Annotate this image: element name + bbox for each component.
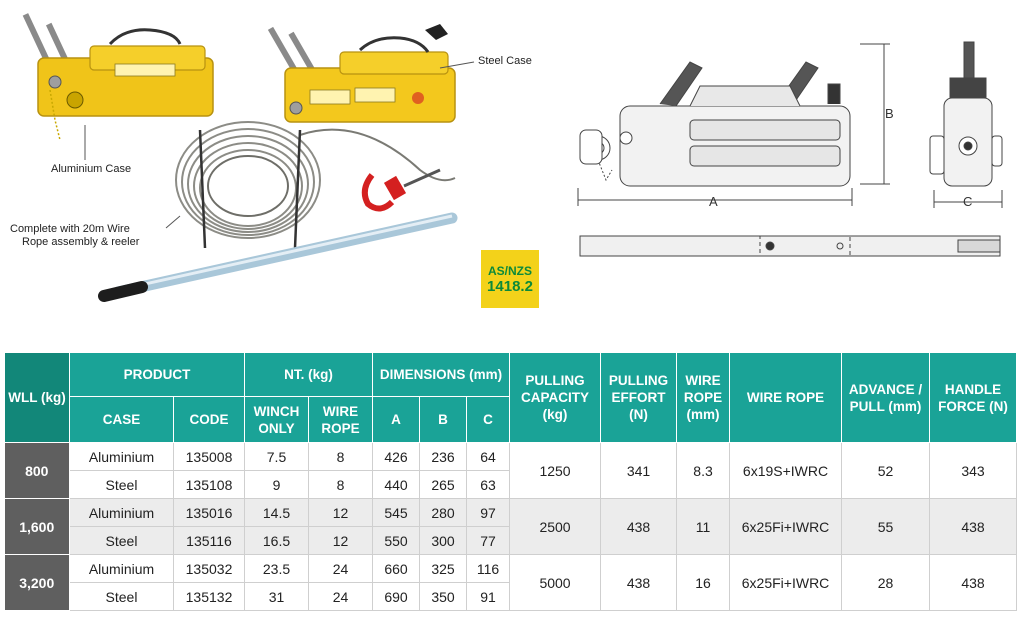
- dim-a-cell: 690: [373, 583, 420, 611]
- rope-spec-cell: 6x25Fi+IWRC: [730, 499, 842, 555]
- case-cell: Aluminium: [70, 555, 174, 583]
- dim-c-cell: 63: [467, 471, 510, 499]
- rope-spec-cell: 6x25Fi+IWRC: [730, 555, 842, 611]
- code-cell: 135016: [174, 499, 245, 527]
- effort-cell: 438: [601, 555, 677, 611]
- handle-drawing: [580, 236, 1000, 256]
- header-dimensions: DIMENSIONS (mm): [373, 353, 510, 397]
- case-cell: Steel: [70, 471, 174, 499]
- capacity-cell: 2500: [510, 499, 601, 555]
- telescopic-handle-image: [104, 216, 452, 296]
- header-advance-pull: ADVANCE / PULL (mm): [842, 353, 930, 443]
- rope-mm-cell: 11: [677, 499, 730, 555]
- case-cell: Aluminium: [70, 499, 174, 527]
- header-dim-c: C: [467, 397, 510, 443]
- header-wire-rope-spec: WIRE ROPE: [730, 353, 842, 443]
- header-product: PRODUCT: [70, 353, 245, 397]
- dim-b-cell: 300: [420, 527, 467, 555]
- dim-a-cell: 550: [373, 527, 420, 555]
- standard-badge: [481, 250, 539, 308]
- rope-weight-cell: 12: [309, 499, 373, 527]
- dim-b-cell: 236: [420, 443, 467, 471]
- steel-case-callout: Steel Case: [478, 55, 532, 67]
- advance-cell: 52: [842, 443, 930, 499]
- advance-cell: 28: [842, 555, 930, 611]
- header-pulling-capacity: PULLING CAPACITY (kg): [510, 353, 601, 443]
- handle-force-cell: 343: [930, 443, 1017, 499]
- header-wire-rope-mm: WIRE ROPE (mm): [677, 353, 730, 443]
- header-handle-force: HANDLE FORCE (N): [930, 353, 1017, 443]
- case-cell: Aluminium: [70, 443, 174, 471]
- standard-badge-line2: 1418.2: [487, 278, 533, 295]
- winch-weight-cell: 31: [245, 583, 309, 611]
- code-cell: 135116: [174, 527, 245, 555]
- dim-a-cell: 545: [373, 499, 420, 527]
- header-code: CODE: [174, 397, 245, 443]
- wire-rope-callout-line1: Complete with 20m Wire: [10, 223, 130, 235]
- dimension-b-label: B: [885, 106, 894, 121]
- rope-mm-cell: 8.3: [677, 443, 730, 499]
- dim-b-cell: 325: [420, 555, 467, 583]
- dim-b-cell: 265: [420, 471, 467, 499]
- header-case: CASE: [70, 397, 174, 443]
- rope-weight-cell: 8: [309, 471, 373, 499]
- specification-table: [4, 352, 1017, 611]
- header-nt: NT. (kg): [245, 353, 373, 397]
- capacity-cell: 5000: [510, 555, 601, 611]
- capacity-cell: 1250: [510, 443, 601, 499]
- dim-a-cell: 426: [373, 443, 420, 471]
- dim-a-cell: 660: [373, 555, 420, 583]
- dim-c-cell: 64: [467, 443, 510, 471]
- wire-rope-callout-line2: Rope assembly & reeler: [22, 236, 140, 248]
- effort-cell: 341: [601, 443, 677, 499]
- header-dim-b: B: [420, 397, 467, 443]
- handle-force-cell: 438: [930, 499, 1017, 555]
- case-cell: Steel: [70, 583, 174, 611]
- header-wire-rope-nt: WIRE ROPE: [309, 397, 373, 443]
- handle-force-cell: 438: [930, 555, 1017, 611]
- rope-weight-cell: 12: [309, 527, 373, 555]
- dim-a-cell: 440: [373, 471, 420, 499]
- code-cell: 135132: [174, 583, 245, 611]
- dim-b-cell: 280: [420, 499, 467, 527]
- header-wll: WLL (kg): [5, 353, 70, 443]
- winch-weight-cell: 7.5: [245, 443, 309, 471]
- steel-winch-image: [268, 24, 455, 122]
- wll-cell: 800: [5, 443, 70, 499]
- rope-mm-cell: 16: [677, 555, 730, 611]
- wll-cell: 1,600: [5, 499, 70, 555]
- code-cell: 135008: [174, 443, 245, 471]
- winch-weight-cell: 9: [245, 471, 309, 499]
- dim-c-cell: 91: [467, 583, 510, 611]
- header-winch-only: WINCH ONLY: [245, 397, 309, 443]
- rope-weight-cell: 8: [309, 443, 373, 471]
- side-view-drawing: [580, 62, 850, 186]
- rope-weight-cell: 24: [309, 555, 373, 583]
- table-row: [5, 499, 1017, 527]
- table-row: [5, 443, 1017, 471]
- winch-weight-cell: 23.5: [245, 555, 309, 583]
- wll-cell: 3,200: [5, 555, 70, 611]
- advance-cell: 55: [842, 499, 930, 555]
- hook-image: [365, 170, 440, 209]
- winch-weight-cell: 16.5: [245, 527, 309, 555]
- code-cell: 135032: [174, 555, 245, 583]
- aluminium-winch-image: [23, 13, 213, 140]
- table-row: [5, 555, 1017, 583]
- case-cell: Steel: [70, 527, 174, 555]
- dimension-a-label: A: [709, 194, 718, 209]
- rope-spec-cell: 6x19S+IWRC: [730, 443, 842, 499]
- code-cell: 135108: [174, 471, 245, 499]
- end-view-drawing: [930, 42, 1002, 186]
- dim-c-cell: 97: [467, 499, 510, 527]
- standard-badge-line1: AS/NZS: [487, 264, 532, 278]
- rope-weight-cell: 24: [309, 583, 373, 611]
- header-dim-a: A: [373, 397, 420, 443]
- effort-cell: 438: [601, 499, 677, 555]
- aluminium-case-callout: Aluminium Case: [51, 163, 132, 175]
- dimension-c-label: C: [963, 194, 973, 209]
- header-pulling-effort: PULLING EFFORT (N): [601, 353, 677, 443]
- dim-c-cell: 116: [467, 555, 510, 583]
- winch-weight-cell: 14.5: [245, 499, 309, 527]
- dim-c-cell: 77: [467, 527, 510, 555]
- dim-b-cell: 350: [420, 583, 467, 611]
